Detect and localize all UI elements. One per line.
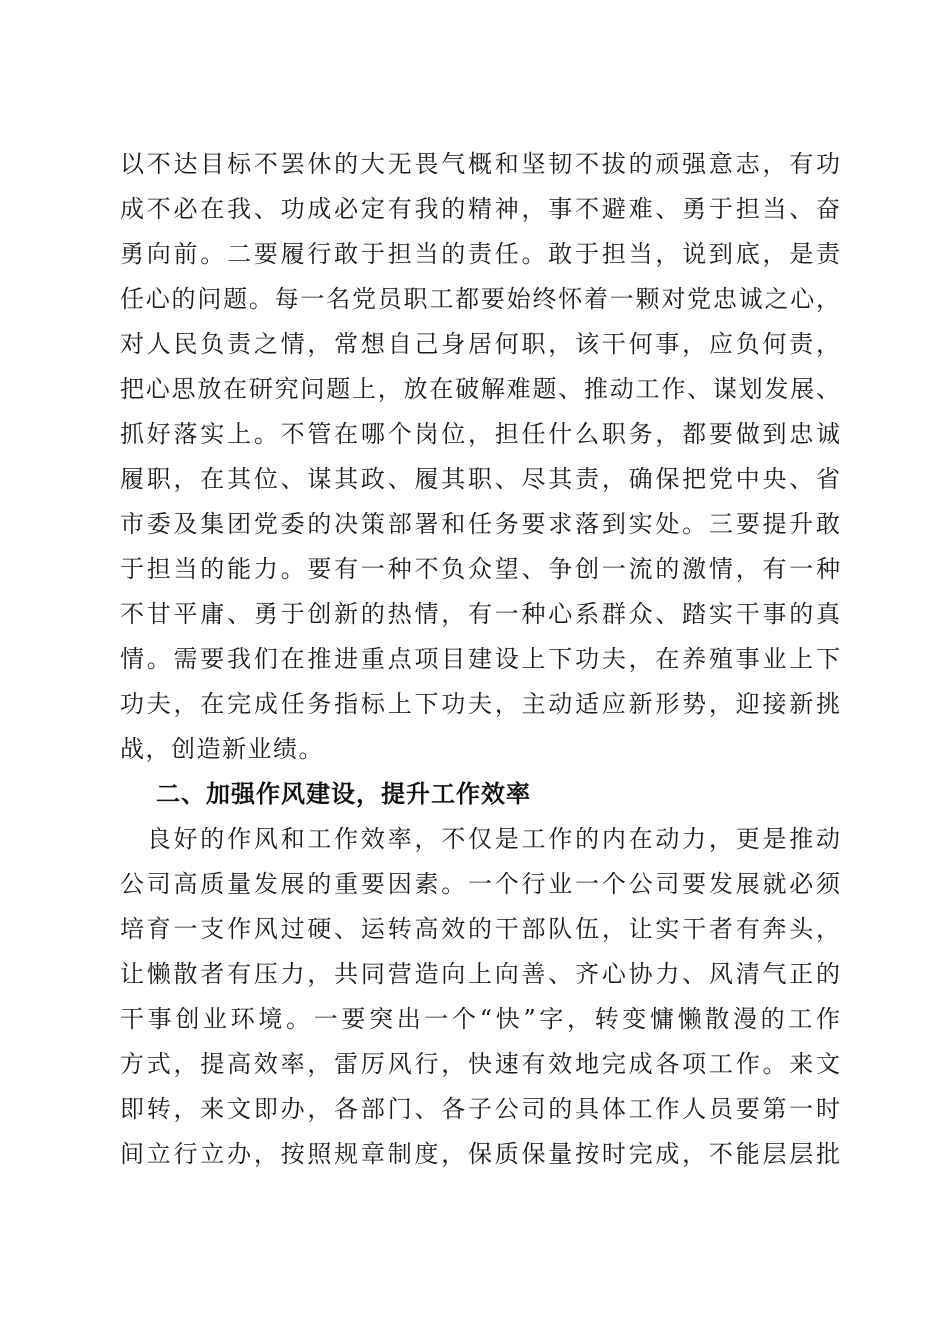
text-line: 公司高质量发展的重要因素。一个行业一个公司要发展就必须 [120, 870, 840, 898]
text-line: 良好的作风和工作效率，不仅是工作的内在动力，更是推动 [120, 825, 840, 853]
text-line: 对人民负责之情，常想自己身居何职，该干何事，应负何责， [120, 330, 840, 358]
text-line: 把心思放在研究问题上，放在破解难题、推动工作、谋划发展、 [120, 375, 840, 403]
paragraph-1 [120, 142, 840, 772]
text-line: 以不达目标不罢休的大无畏气概和坚韧不拔的顽强意志，有功 [120, 150, 840, 178]
text-line: 任心的问题。每一名党员职工都要始终怀着一颗对党忠诚之心， [120, 285, 840, 313]
text-line: 抓好落实上。不管在哪个岗位，担任什么职务，都要做到忠诚 [120, 420, 840, 448]
text-line: 情。需要我们在推进重点项目建设上下功夫，在养殖事业上下 [120, 645, 840, 673]
text-line: 让懒散者有压力，共同营造向上向善、齐心协力、风清气正的 [120, 960, 840, 988]
section-heading: 二、加强作风建设，提升工作效率 [156, 780, 531, 808]
paragraph-2 [120, 817, 840, 1177]
text-line: 于担当的能力。要有一种不负众望、争创一流的激情，有一种 [120, 555, 840, 583]
text-line: 间立行立办，按照规章制度，保质保量按时完成，不能层层批 [120, 1140, 840, 1168]
text-line: 即转，来文即办，各部门、各子公司的具体工作人员要第一时 [120, 1095, 840, 1123]
text-line: 勇向前。二要履行敢于担当的责任。敢于担当，说到底，是责 [120, 240, 840, 268]
text-line: 培育一支作风过硬、运转高效的干部队伍，让实干者有奔头， [120, 915, 840, 943]
text-line: 功夫，在完成任务指标上下功夫，主动适应新形势，迎接新挑 [120, 690, 840, 718]
text-line: 市委及集团党委的决策部署和任务要求落到实处。三要提升敢 [120, 510, 840, 538]
text-line: 战，创造新业绩。 [120, 735, 324, 763]
text-line: 成不必在我、功成必定有我的精神，事不避难、勇于担当、奋 [120, 195, 840, 223]
text-line: 履职，在其位、谋其政、履其职、尽其责，确保把党中央、省 [120, 465, 840, 493]
text-line: 干事创业环境。一要突出一个“快”字，转变慵懒散漫的工作 [120, 1005, 840, 1033]
text-line: 不甘平庸、勇于创新的热情，有一种心系群众、踏实干事的真 [120, 600, 840, 628]
text-line: 方式，提高效率，雷厉风行，快速有效地完成各项工作。来文 [120, 1050, 840, 1078]
document-body [120, 142, 840, 1177]
